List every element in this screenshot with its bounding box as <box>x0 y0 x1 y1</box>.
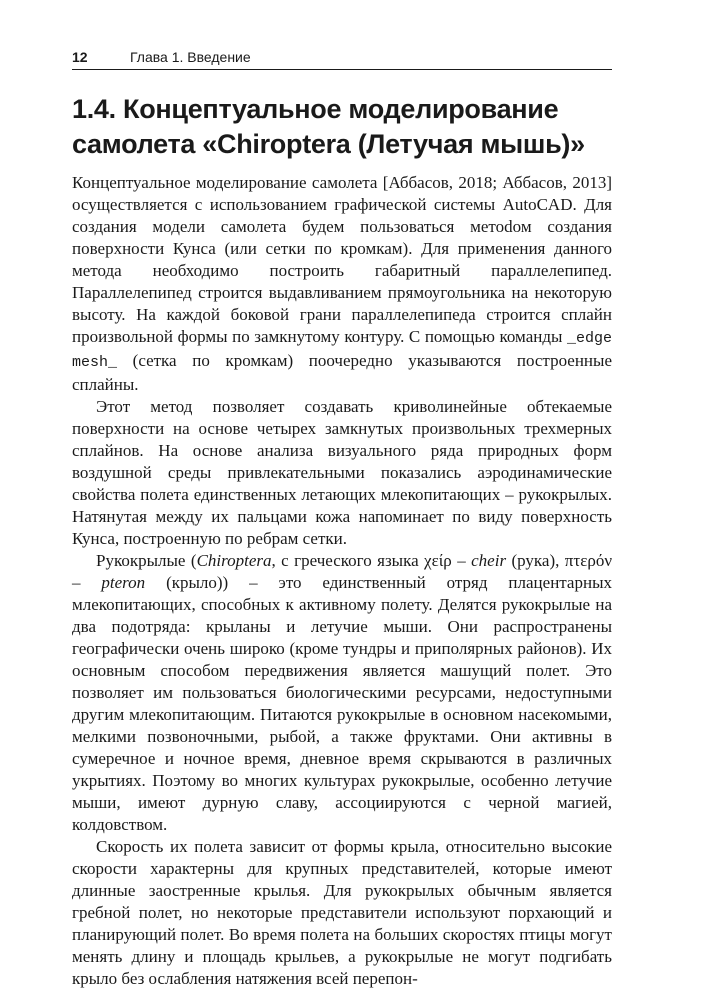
paragraph-1-text-a: Концептуальное моделирование самолета [Аббасов, 2018; Аббасов, 2013] осуществляется с использованием графической системы AutoCAD. Для создания модели самолета будем пользоваться метоdом создания поверхности Кунса (или сетки по кромкам). Для применения данного метода необходимо построить габаритный параллелепипед. Параллелепипед строится выдавливанием прямоугольника на некоторую высоту. На каждой боковой грани параллелепипеда строится сплайн произвольной формы по замкнутому контуру. С помощью команды <box>72 173 612 346</box>
section-title-line-2: самолета «Chiroptera (Летучая мышь)» <box>72 129 585 159</box>
page-number: 12 <box>72 49 88 65</box>
paragraph-3-text-d: (рука), <box>506 551 565 570</box>
section-title <box>72 92 612 162</box>
command-name: _edge mesh_ <box>72 330 612 371</box>
paragraph-1 <box>72 172 612 396</box>
chapter-title: Глава 1. Введение <box>130 49 251 65</box>
greek-word-1: χείρ <box>424 551 452 570</box>
paragraph-2: Этот метод позволяет создавать криволинейные обтекаемые поверхности на основе четырех замкнутых произвольных трехмерных сплайнов. На основе анализа визуального ряда природных форм воздушной среды привлекательными показались аэродинамические свойства полета единственных летающих млекопитающих – рукокрылых. Натянутая между их пальцами кожа напоминает по виду поверхность Кунса, построенную по ребрам сетки. <box>72 397 612 548</box>
greek-word-2: πτερόν <box>564 551 613 570</box>
paragraph-3-text-b: , с греческого языка <box>271 551 425 570</box>
section-title-line-1: 1.4. Концептуальное моделирование <box>72 94 559 124</box>
paragraph-1-text-b: (сетка по кромкам) поочередно указываются построенные сплайны. <box>72 351 612 394</box>
transliteration-2: pteron <box>101 573 146 592</box>
running-head <box>72 48 612 70</box>
paragraph-3-text-f: (крыло)) – это единственный отряд плацентарных млекопитающих, способных к активному полету. Делятся рукокрылые на два подотряда: крыланы и летучие мыши. Они распространены географически очень широко (кроме тундры и приполярных районов). Их основным способом передвижения является машущий полет. Это позволяет им пользоваться биологическими ресурсами, недоступными другим млекопитающим. Питаются рукокрылые в основном насекомыми, мелкими позвоночными, рыбой, а также фруктами. Они активны в сумеречное и ночное время, дневное время скрываются в различных укрытиях. Поэтому во многих культурах рукокрылые, особенно летучие мыши, имеют дурную славу, ассоциируются с черной магией, колдовством. <box>72 573 612 834</box>
transliteration-1: cheir <box>471 551 507 570</box>
paragraph-3-text-c: – <box>451 551 472 570</box>
paragraph-4: Скорость их полета зависит от формы крыла, относительно высокие скорости характерны для крупных представителей, которые имеют длинные заостренные крылья. Для рукокрылых обычным является гребной полет, но некоторые представители используют порхающий и планирующий полет. Во время полета на больших скоростях птицы могут менять длину и площадь крыльев, а рукокрылые не могут подгибать крыло без ослабления натяжения всей перепон- <box>72 837 612 988</box>
body-text <box>72 172 612 990</box>
paragraph-3-text-e: – <box>72 573 102 592</box>
book-page <box>72 48 612 990</box>
latin-name: Chiroptera <box>196 551 272 570</box>
paragraph-3-text-a: Рукокрылые ( <box>96 551 197 570</box>
paragraph-3 <box>72 550 612 836</box>
